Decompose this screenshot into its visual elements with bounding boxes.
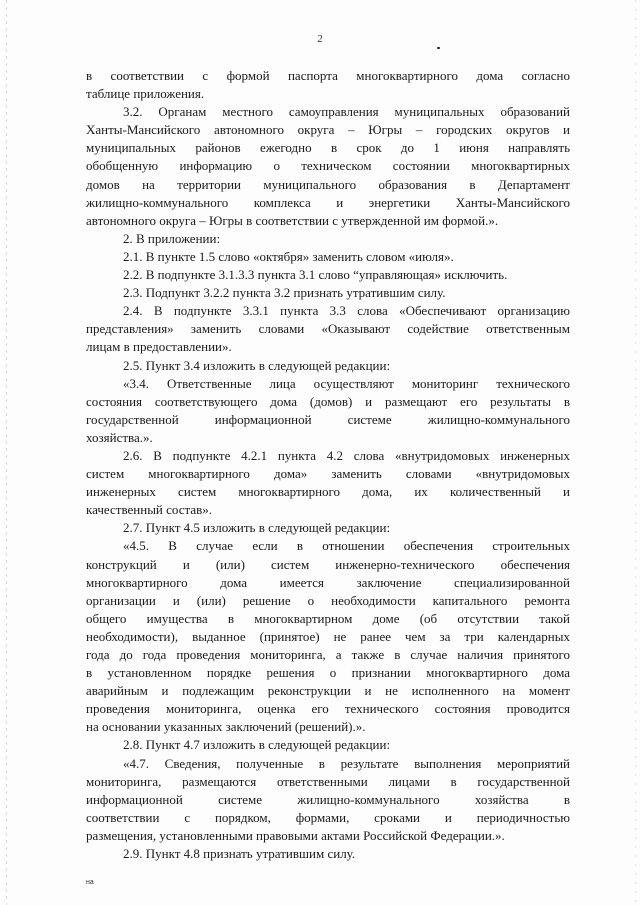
text-line: представления» заменить словами «Оказывают содействие ответственным xyxy=(86,321,570,337)
text-line: 2.6. В подпункте 4.2.1 пункта 4.2 слова «внутридомовых инженерных xyxy=(123,447,570,463)
text-line: домов на территории муниципального образования в Департамент xyxy=(86,176,570,192)
text-line: 2.8. Пункт 4.7 изложить в следующей редакции: xyxy=(123,737,391,753)
text-line: мониторинга, размещаются ответственными лицами в государственной xyxy=(86,773,570,789)
text-line: состояния соответствующего дома (домов) и размещают его результаты в xyxy=(86,393,570,409)
text-line: необходимости), выданное (принятое) не ранее чем за три календарных xyxy=(86,628,570,644)
text-line: общего имущества в многоквартирном доме (об отсутствии такой xyxy=(86,610,570,626)
scan-edge-left xyxy=(6,0,7,905)
scan-speck xyxy=(437,47,440,49)
text-line: качественный состав». xyxy=(86,502,213,518)
text-line: на основании указанных заключений (решений).». xyxy=(86,719,366,735)
text-line: автономного округа – Югры в соответствии с утвержденной им формой.». xyxy=(86,212,499,228)
text-line: инженерных систем многоквартирного дома, их количественный и xyxy=(86,484,570,500)
text-line: информационной системе жилищно-коммунального хозяйства в xyxy=(86,791,570,807)
text-line: «4.5. В случае если в отношении обеспечения строительных xyxy=(123,538,570,554)
text-line: 3.2. Органам местного самоуправления муниципальных образований xyxy=(123,104,570,120)
text-line: хозяйства.». xyxy=(86,429,153,445)
page-number: 2 xyxy=(317,33,323,45)
text-line: в соответствии с формой паспорта многоквартирного дома согласно xyxy=(86,68,570,83)
text-line: проведения мониторинга, оценка его технического состояния проводится xyxy=(86,701,570,717)
text-line: размещения, установленными правовыми актами Российской Федерации.». xyxy=(86,827,505,843)
text-line: систем многоквартирного дома» заменить словами «внутридомовых xyxy=(86,466,570,482)
text-line: конструкций и (или) систем инженерно-технического обеспечения xyxy=(86,556,570,572)
text-line: «4.7. Сведения, полученные в результате выполнения мероприятий xyxy=(123,755,570,771)
text-line: «3.4. Ответственные лица осуществляют мониторинг технического xyxy=(123,375,570,391)
text-line: аварийным и подлежащим реконструкции и не исполненного на момент xyxy=(86,683,570,699)
text-line: 2.3. Подпункт 3.2.2 пункта 3.2 признать утратившим силу. xyxy=(123,285,446,301)
text-line: 2.4. В подпункте 3.3.1 пункта 3.3 слова «Обеспечивают организацию xyxy=(123,303,570,319)
text-line: 2.7. Пункт 4.5 изложить в следующей редакции: xyxy=(123,520,391,536)
text-line: 2.5. Пункт 3.4 изложить в следующей редакции: xyxy=(123,357,391,373)
text-line: года до года проведения мониторинга, а также в случае наличия принятого xyxy=(86,647,570,662)
text-line: многоквартирного дома имеется заключение специализированной xyxy=(86,574,570,590)
text-line: 2.9. Пункт 4.8 признать утратившим силу. xyxy=(123,846,356,862)
text-line: 2.2. В подпункте 3.1.3.3 пункта 3.1 слово “управляющая» исключить. xyxy=(123,267,508,283)
text-line: организации и (или) решение о необходимости капитального ремонта xyxy=(86,592,570,608)
text-line: соответствии с порядком, формами, сроками и периодичностью xyxy=(86,809,570,825)
document-body xyxy=(86,67,570,863)
text-line: в установленном порядке решения о признании многоквартирного дома xyxy=(86,665,570,681)
text-line: таблице приложения. xyxy=(86,86,205,102)
text-line: государственной информационной системе жилищно-коммунального xyxy=(86,411,570,427)
text-line: муниципальных районов ежегодно в срок до 1 июня направлять xyxy=(86,140,570,156)
text-line: 2.1. В пункте 1.5 слово «октября» заменить словом «июля». xyxy=(123,248,454,264)
corner-mark: на xyxy=(86,879,94,886)
scan-edge-right xyxy=(635,0,636,905)
text-line: 2. В приложении: xyxy=(123,230,221,246)
text-line: жилищно-коммунального комплекса и энергетики Ханты-Мансийского xyxy=(86,194,570,210)
text-line: обобщенную информацию о техническом состоянии многоквартирных xyxy=(86,158,570,174)
text-line: Ханты-Мансийского автономного округа – Югры – городских округов и xyxy=(86,122,570,138)
text-line: лицам в предоставлении». xyxy=(86,339,232,355)
